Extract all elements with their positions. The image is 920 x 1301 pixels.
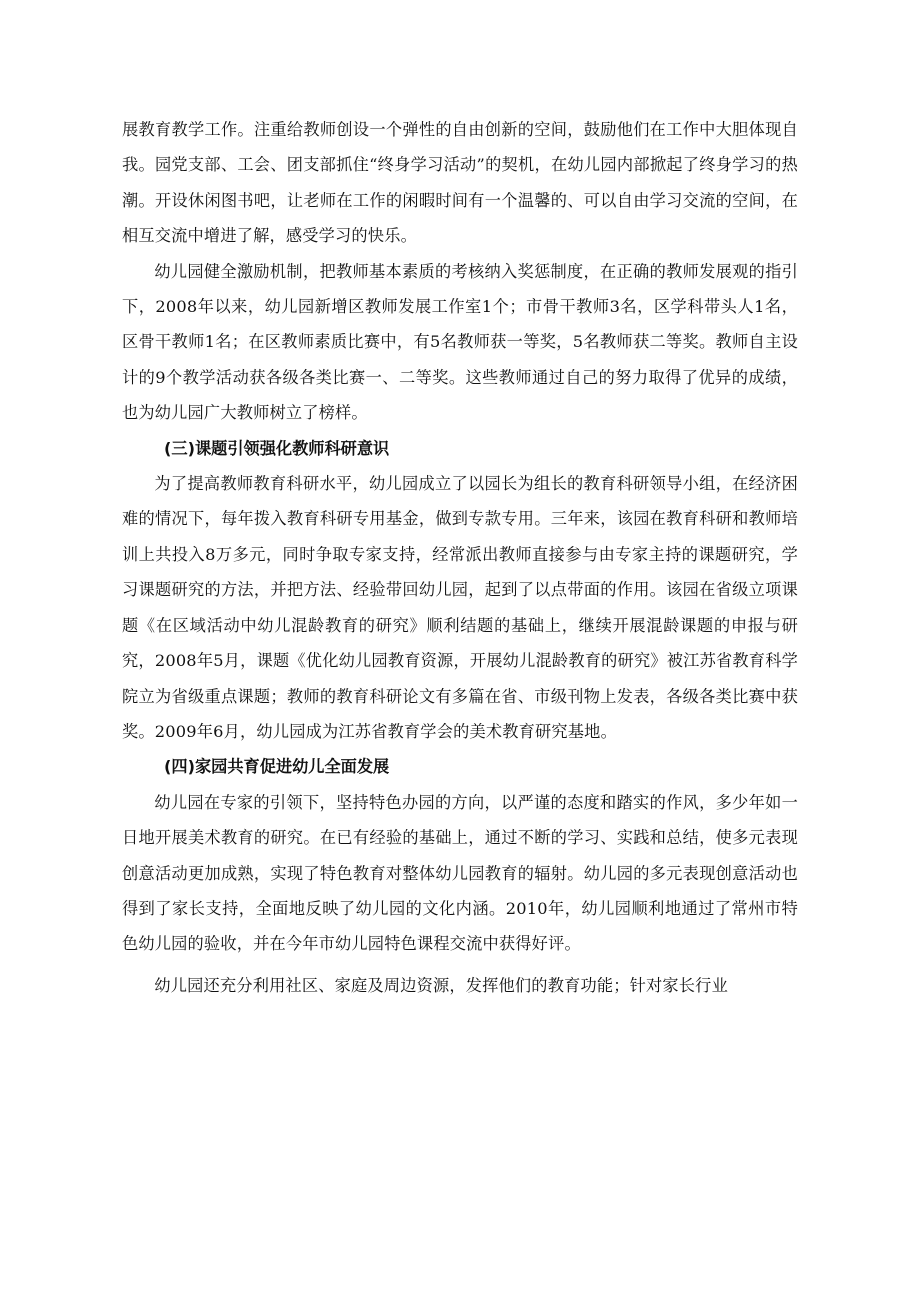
paragraph-incentive-mechanism: 幼儿园健全激励机制，把教师基本素质的考核纳入奖惩制度，在正确的教师发展观的指引下，2008年以来，幼儿园新增区教师发展工作室1个；市骨干教师3名，区学科带头人1名，区骨干教师1名；在区教师素质比赛中，有5名教师获一等奖，5名教师获二等奖。教师自主设计的9个教学活动获各级各类比赛一、二等奖。这些教师通过自己的努力取得了优异的成绩，也为幼儿园广大教师树立了榜样。 <box>122 261 798 423</box>
paragraph-community-resources: 幼儿园还充分利用社区、家庭及周边资源，发挥他们的教育功能；针对家长行业 <box>154 975 728 995</box>
document-body <box>122 112 798 1003</box>
section-heading-home-school: (四)家园共育促进幼儿全面发展 <box>164 757 390 777</box>
paragraph-teacher-learning-continued: 展教育教学工作。注重给教师创设一个弹性的自由创新的空间，鼓励他们在工作中大胆体现自我。园党支部、工会、团支部抓住“终身学习活动”的契机，在幼儿园内部掀起了终身学习的热潮。开设休闲图书吧，让老师在工作的闲暇时间有一个温馨的、可以自由学习交流的空间，在相互交流中增进了解，感受学习的快乐。 <box>122 120 798 246</box>
paragraph-research-projects: 为了提高教师教育科研水平，幼儿园成立了以园长为组长的教育科研领导小组，在经济困难的情况下，每年拨入教育科研专用基金，做到专款专用。三年来，该园在教育科研和教师培训上共投入8万多元，同时争取专家支持，经常派出教师直接参与由专家主持的课题研究，学习课题研究的方法，并把方法、经验带回幼儿园，起到了以点带面的作用。该园在省级立项课题《在区域活动中幼儿混龄教育的研究》顺利结题的基础上，继续开展混龄课题的申报与研究，2008年5月，课题《优化幼儿园教育资源，开展幼儿混龄教育的研究》被江苏省教育科学院立为省级重点课题；教师的教育科研论文有多篇在省、市级刊物上发表，各级各类比赛中获奖。2009年6月，幼儿园成为江苏省教育学会的美术教育研究基地。 <box>122 474 798 741</box>
section-heading-research: (三)课题引领强化教师科研意识 <box>164 438 390 458</box>
paragraph-art-education: 幼儿园在专家的引领下，坚持特色办园的方向，以严谨的态度和踏实的作风，多少年如一日地开展美术教育的研究。在已有经验的基础上，通过不断的学习、实践和总结，使多元表现创意活动更加成熟，实现了特色教育对整体幼儿园教育的辐射。幼儿园的多元表现创意活动也得到了家长支持，全面地反映了幼儿园的文化内涵。2010年，幼儿园顺利地通过了常州市特色幼儿园的验收，并在今年市幼儿园特色课程交流中获得好评。 <box>122 792 798 954</box>
